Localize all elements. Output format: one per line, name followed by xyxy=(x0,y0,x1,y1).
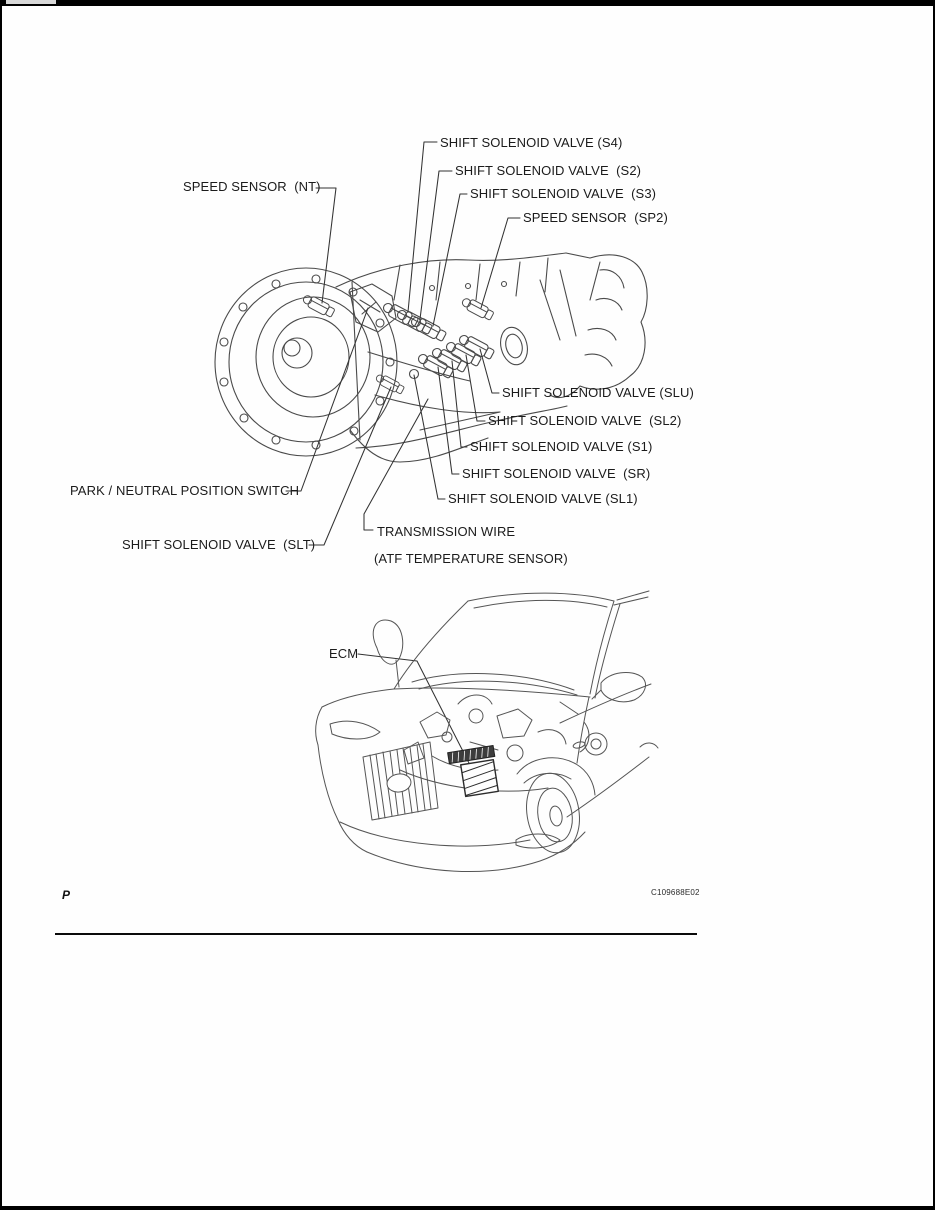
label-shift-solenoid-valve-slu: SHIFT SOLENOID VALVE (SLU) xyxy=(502,385,694,400)
solenoid-valves xyxy=(301,284,495,395)
brand-emblem xyxy=(386,772,412,793)
label-shift-solenoid-valve-s1: SHIFT SOLENOID VALVE (S1) xyxy=(470,439,653,454)
leader-sl2 xyxy=(466,355,485,421)
label-atf-temperature-sensor: (ATF TEMPERATURE SENSOR) xyxy=(374,551,568,566)
leader-sp2 xyxy=(481,218,520,308)
label-transmission-wire: TRANSMISSION WIRE xyxy=(377,524,516,539)
label-shift-solenoid-valve-slt: SHIFT SOLENOID VALVE (SLT) xyxy=(122,537,316,552)
vehicle-illustration xyxy=(316,591,658,872)
s3-solenoid xyxy=(409,314,447,343)
page-marker: P xyxy=(62,888,71,902)
label-ecm: ECM xyxy=(329,646,359,661)
transmission-illustration xyxy=(215,253,647,462)
s4-solenoid xyxy=(381,300,419,329)
label-speed-sensor-sp2: SPEED SENSOR (SP2) xyxy=(523,210,668,225)
label-shift-solenoid-valve-s3: SHIFT SOLENOID VALVE (S3) xyxy=(470,186,657,201)
footer-rule xyxy=(55,933,697,935)
s2-solenoid xyxy=(395,307,433,336)
label-shift-solenoid-valve-s2: SHIFT SOLENOID VALVE (S2) xyxy=(455,163,642,178)
nt-sensor xyxy=(301,293,335,319)
front-wheel xyxy=(517,758,595,857)
label-park-neutral-position-switch: PARK / NEUTRAL POSITION SWITCH xyxy=(70,483,300,498)
label-shift-solenoid-valve-sr: SHIFT SOLENOID VALVE (SR) xyxy=(462,466,651,481)
leader-slt xyxy=(309,387,391,545)
grille xyxy=(363,742,438,820)
side-mirror xyxy=(601,672,645,701)
sp2-sensor xyxy=(460,296,494,322)
transmission-case xyxy=(336,253,590,462)
label-shift-solenoid-valve-sl1: SHIFT SOLENOID VALVE (SL1) xyxy=(448,491,638,506)
label-speed-sensor-nt: SPEED SENSOR (NT) xyxy=(183,179,321,194)
leader-transmission-wire xyxy=(364,399,428,530)
headlight xyxy=(330,721,380,739)
leader-park-neutral xyxy=(286,308,368,491)
label-shift-solenoid-valve-s4: SHIFT SOLENOID VALVE (S4) xyxy=(440,135,623,150)
label-shift-solenoid-valve-sl2: SHIFT SOLENOID VALVE (SL2) xyxy=(488,413,682,428)
leader-ecm xyxy=(358,654,471,767)
door-handle xyxy=(572,741,585,750)
leader-sr xyxy=(438,367,459,474)
slt-solenoid xyxy=(374,372,405,395)
rear-housing xyxy=(497,255,647,398)
leader-s4 xyxy=(408,142,437,312)
leader-nt xyxy=(316,188,336,303)
leader-slu xyxy=(480,349,499,393)
leader-s1 xyxy=(452,361,467,447)
s1-solenoid xyxy=(430,345,468,374)
figure-code: C109688E02 xyxy=(651,888,700,897)
ecm-unit xyxy=(448,746,501,799)
